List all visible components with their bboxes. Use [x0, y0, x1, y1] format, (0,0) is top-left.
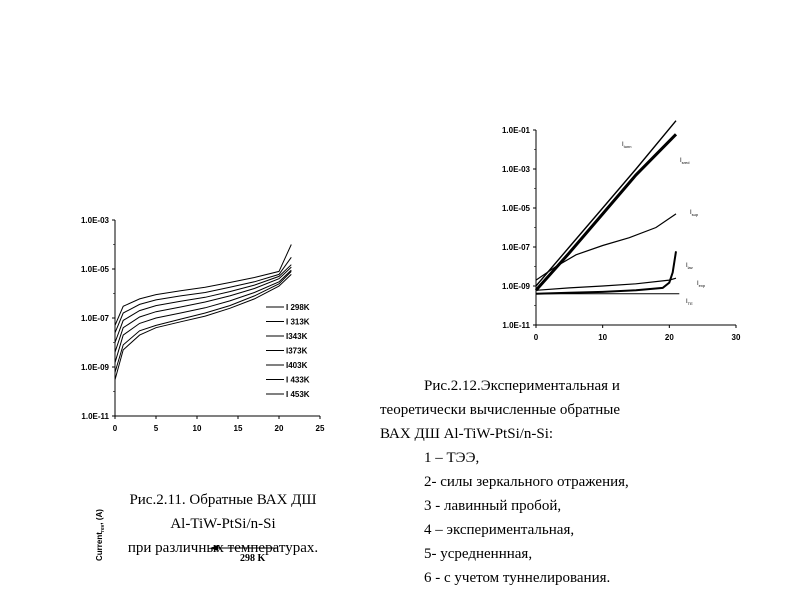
caption-line: при различных температурах.: [127, 540, 319, 556]
y-axis-label: Current: [95, 532, 104, 561]
legend-label: I373K: [286, 346, 308, 356]
y-axis-label-unit: , (A): [95, 509, 104, 525]
caption-line: Рис.2.11. Обратные ВАХ ДШ: [129, 492, 317, 508]
y-tick-label: 1.0E-11: [502, 321, 530, 330]
curve-label: $I_{lav}$: [686, 263, 693, 270]
curve-label: $I_{exp}$: [697, 281, 706, 288]
curve-label: $I_{sred}$: [680, 158, 690, 165]
x-tick-label: 10: [192, 424, 202, 433]
curve-label: $I_{TE}$: [686, 299, 693, 306]
y-ticks: [81, 216, 115, 421]
caption-line: 4 – экспериментальная,: [424, 522, 575, 538]
series-line: [536, 251, 676, 293]
y-tick-label: 1.0E-05: [501, 204, 530, 213]
caption-line: Рис.2.12.Экспериментальная и: [424, 378, 620, 394]
caption-line: теоретически вычисленные обратные: [380, 402, 621, 418]
legend-item: [266, 390, 310, 399]
y-tick-label: 1.0E-07: [501, 243, 530, 252]
legend-item: [266, 303, 310, 312]
curve-label: $I_{tunn}$: [622, 142, 632, 149]
legend-item: [266, 332, 308, 341]
legend-item: [266, 361, 308, 370]
y-tick-label: 1.0E-07: [80, 314, 109, 323]
legend-label: I403K: [286, 361, 308, 370]
chart-theoretical-iv: [460, 125, 780, 375]
y-ticks: [502, 126, 536, 330]
legend-label: I343K: [286, 332, 308, 341]
x-ticks: [113, 416, 325, 433]
figure1-caption: [78, 488, 368, 560]
y-tick-label: 1.0E-03: [80, 216, 109, 225]
caption-line: ВАХ ДШ Al-TiW-PtSi/n-Si:: [380, 426, 554, 442]
series-line: [115, 271, 291, 372]
x-tick-label: 0: [112, 424, 118, 433]
caption-line: 2- силы зеркального отражения,: [424, 474, 629, 490]
caption-line: 1 – ТЭЭ,: [424, 450, 480, 466]
y-tick-label: 1.0E-01: [501, 126, 530, 135]
legend-label: I 433K: [286, 375, 310, 385]
x-tick-label: 20: [664, 333, 674, 342]
caption-line: 5- усредненнная,: [424, 546, 533, 562]
x-tick-label: 15: [233, 424, 243, 433]
legend-item: [266, 347, 308, 356]
y-tick-label: 1.0E-09: [501, 282, 530, 291]
series-line: [115, 257, 291, 333]
x-tick-label: 10: [598, 333, 608, 342]
x-tick-label: 25: [315, 424, 325, 433]
x-ticks: [534, 325, 741, 342]
annotation-label: 298 K: [240, 553, 266, 564]
plot-area: [536, 121, 736, 325]
y-tick-label: 1.0E-05: [80, 265, 109, 274]
caption-line: Al-TiW-PtSi/n-Si: [170, 516, 276, 532]
series-line: [536, 121, 676, 286]
legend-label: I 453K: [286, 390, 310, 399]
x-tick-label: 30: [731, 333, 741, 342]
caption-line: 6 - с учетом туннелирования.: [424, 570, 611, 586]
caption-line: 3 - лавинный пробой,: [424, 498, 562, 514]
legend: [266, 303, 310, 399]
curve-labels: [622, 142, 706, 306]
y-tick-label: 1.0E-03: [501, 165, 530, 174]
legend-item: [266, 376, 310, 385]
x-tick-label: 0: [533, 333, 539, 342]
x-tick-label: 20: [274, 424, 284, 433]
y-axis-label-sub: rev: [100, 524, 106, 533]
y-tick-label: 1.0E-09: [80, 363, 109, 372]
curve-label: $I_{sup}$: [690, 210, 699, 217]
series-line: [536, 134, 676, 290]
legend-item: [266, 318, 310, 327]
legend-label: I 298K: [286, 303, 310, 312]
legend-label: I 313K: [286, 317, 310, 327]
figure2-caption: [380, 374, 710, 590]
series-line: [536, 214, 676, 280]
x-tick-label: 5: [153, 424, 159, 433]
y-tick-label: 1.0E-11: [81, 412, 109, 421]
